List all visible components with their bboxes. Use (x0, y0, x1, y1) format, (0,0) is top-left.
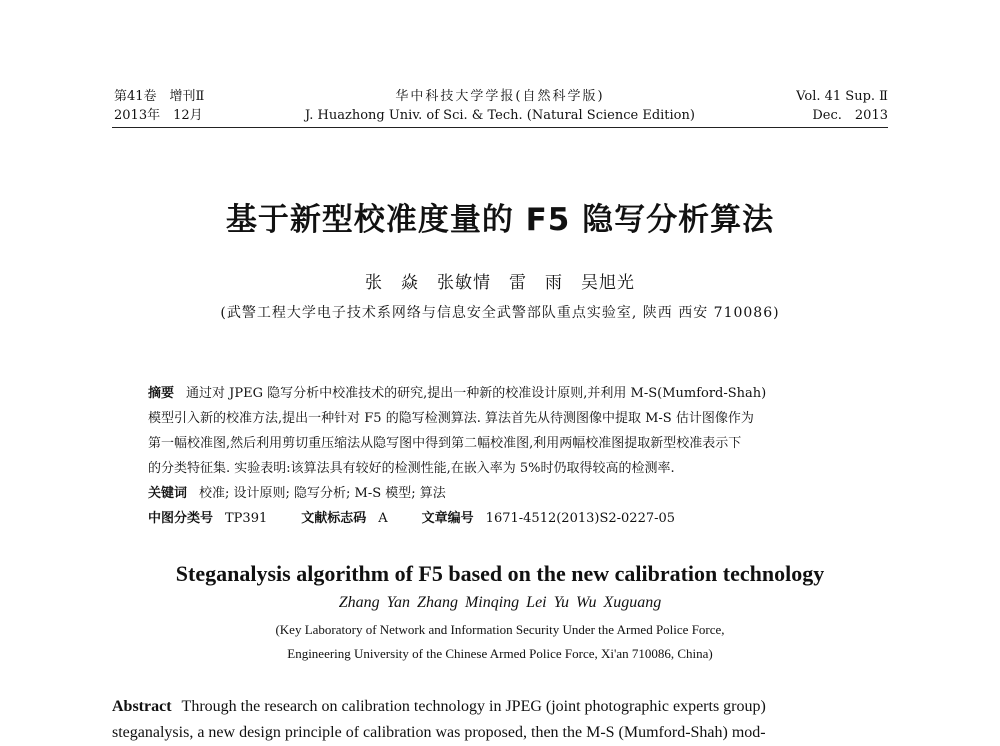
doc-code-value: A (378, 511, 388, 526)
header-rule (112, 127, 888, 128)
volume-en: Vol. 41 Sup. Ⅱ (796, 89, 888, 104)
abstract-en-text: Through the research on calibration technology in JPEG (joint photographic experts group) (181, 698, 766, 715)
issue-date-cn: 2013年 12月 (114, 108, 203, 123)
paper-title-cn: 基于新型校准度量的 F5 隐写分析算法 (225, 202, 775, 238)
affiliation-en-line2: Engineering University of the Chinese Armed Police Force, Xi'an 710086, China) (287, 646, 713, 661)
abstract-cn-text: 通过对 JPEG 隐写分析中校准技术的研究,提出一种新的校准设计原则,并利用 M-S(Mumford-Shah) (186, 386, 767, 401)
doc-code-label: 文献标志码 (301, 511, 367, 526)
keywords-text-cn: 校准; 设计原则; 隐写分析; M-S 模型; 算法 (199, 486, 446, 501)
article-no-label: 文章编号 (421, 511, 474, 526)
clc-value: TP391 (225, 511, 268, 526)
classification-line (148, 507, 675, 526)
journal-name-cn: 华中科技大学学报(自然科学版) (395, 89, 605, 104)
abstract-cn-line: 模型引入新的校准方法,提出一种针对 F5 的隐写检测算法. 算法首先从待测图像中提取 M-S 估计图像作为 (148, 411, 754, 426)
abstract-label-en: Abstract (112, 698, 172, 715)
clc-label: 中图分类号 (148, 511, 214, 526)
abstract-cn-line: 的分类特征集. 实验表明:该算法具有较好的检测性能,在嵌入率为 5%时仍取得较高的检测率. (148, 461, 675, 476)
abstract-cn-line (148, 382, 766, 401)
affiliation-en-line1: (Key Laboratory of Network and Information Security Under the Armed Police Force, (275, 622, 725, 637)
issue-date-en: Dec. 2013 (812, 108, 888, 123)
abstract-cn-line: 第一幅校准图,然后利用剪切重压缩法从隐写图中得到第二幅校准图,利用两幅校准图提取新型校准表示下 (148, 436, 742, 451)
abstract-en-line (112, 694, 888, 720)
authors-cn: 张 焱 张敏情 雷 雨 吴旭光 (365, 273, 635, 293)
journal-name-en: J. Huazhong Univ. of Sci. & Tech. (Natural Science Edition) (305, 108, 695, 123)
volume-issue: 第41卷 增刊Ⅱ (114, 89, 205, 104)
affiliation-cn: (武警工程大学电子技术系网络与信息安全武警部队重点实验室, 陕西 西安 710086) (220, 305, 780, 321)
authors-en: Zhang Yan Zhang Minqing Lei Yu Wu Xuguang (338, 594, 662, 611)
article-no-value: 1671-4512(2013)S2-0227-05 (485, 511, 676, 526)
keywords-cn (148, 482, 446, 501)
paper-title-en: Steganalysis algorithm of F5 based on the new calibration technology (175, 561, 825, 586)
keywords-label-cn: 关键词 (148, 486, 188, 501)
abstract-en-line: steganalysis, a new design principle of calibration was proposed, then the M-S (Mumford-Shah) mod- (112, 724, 766, 741)
abstract-label-cn: 摘要 (148, 386, 175, 401)
